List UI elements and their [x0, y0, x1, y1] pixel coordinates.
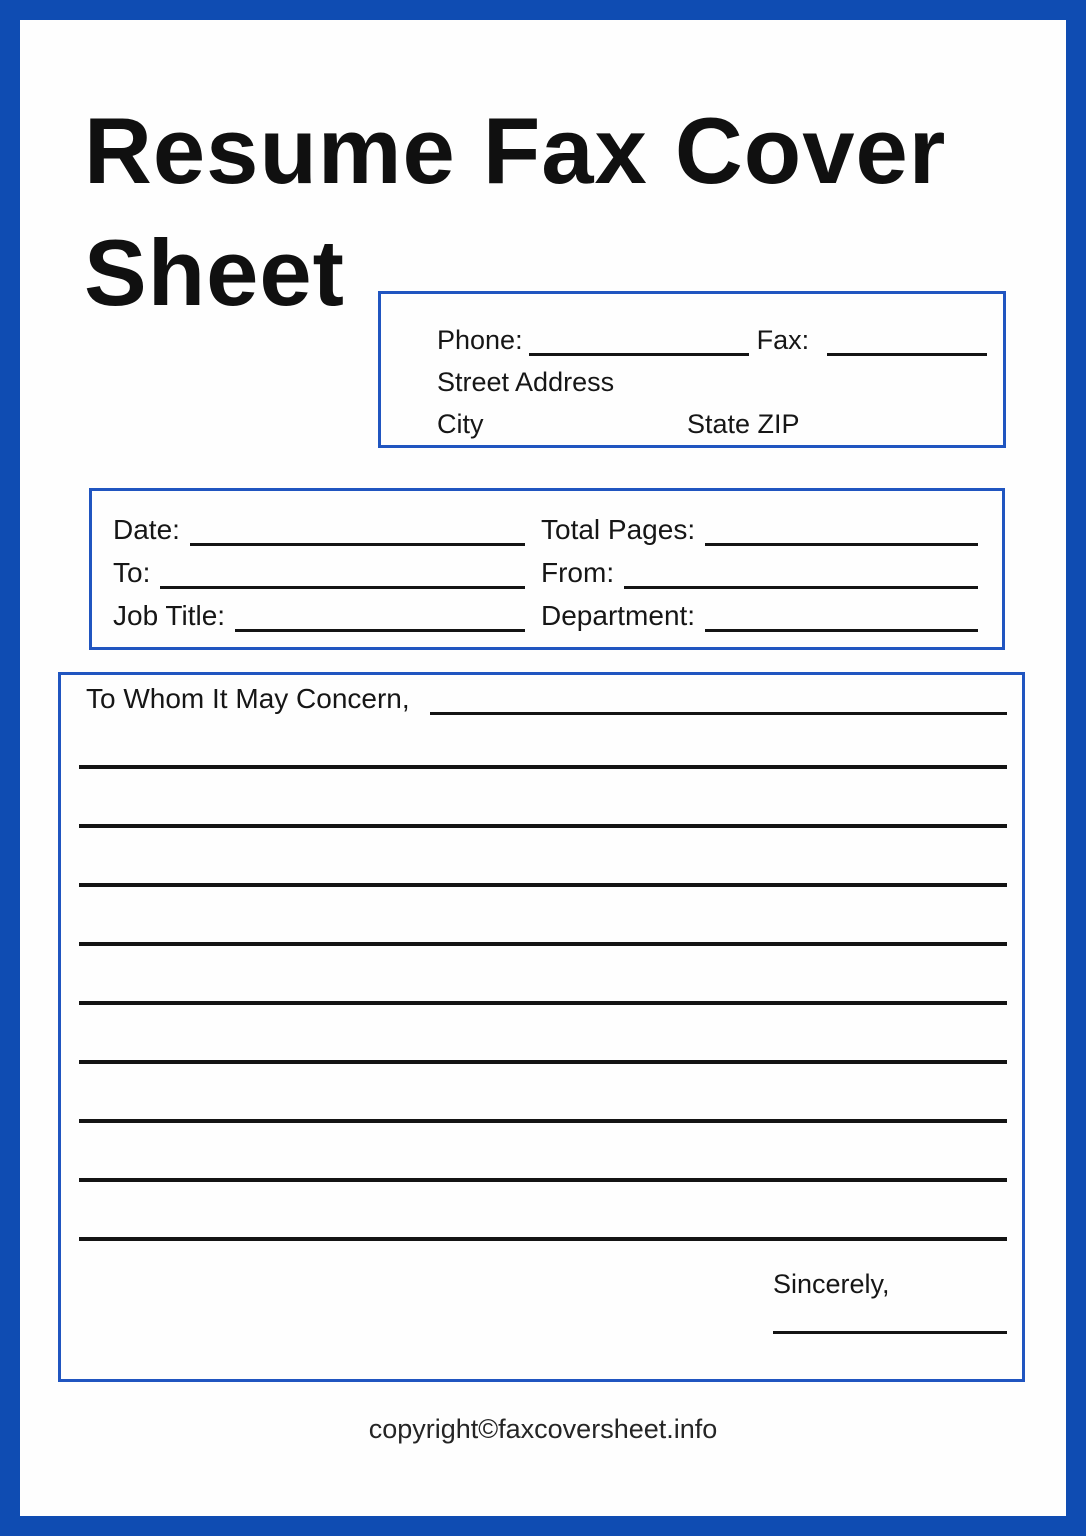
phone-label: Phone:	[437, 325, 523, 355]
to-label: To:	[113, 557, 151, 588]
from-label: From:	[541, 557, 615, 588]
date-label: Date:	[113, 514, 180, 545]
fax-details-box	[89, 488, 1005, 650]
message-ruled-line[interactable]	[79, 824, 1007, 828]
message-ruled-line[interactable]	[79, 1001, 1007, 1005]
page-title-line2: Sheet	[84, 220, 345, 326]
to-field-blank[interactable]	[160, 559, 525, 589]
salutation-field-blank[interactable]	[430, 712, 1007, 715]
message-box	[58, 672, 1025, 1382]
message-ruled-line[interactable]	[79, 883, 1007, 887]
signature-field-blank[interactable]	[773, 1331, 1007, 1334]
department-label: Department:	[541, 600, 696, 631]
city-label: City	[437, 409, 484, 439]
salutation-label: To Whom It May Concern,	[86, 683, 410, 714]
from-field-blank[interactable]	[624, 559, 978, 589]
state-zip-label: State ZIP	[687, 409, 800, 439]
job-title-field-blank[interactable]	[235, 602, 525, 632]
closing-label: Sincerely,	[773, 1269, 890, 1299]
total-pages-field-blank[interactable]	[705, 516, 978, 546]
fax-field-blank[interactable]	[827, 326, 987, 356]
department-field-blank[interactable]	[705, 602, 978, 632]
phone-field-blank[interactable]	[529, 326, 749, 356]
message-ruled-line[interactable]	[79, 1060, 1007, 1064]
message-ruled-line[interactable]	[79, 1119, 1007, 1123]
page-title-line1: Resume Fax Cover	[84, 98, 947, 203]
contact-info-box	[378, 291, 1006, 448]
date-field-blank[interactable]	[190, 516, 525, 546]
message-ruled-line[interactable]	[79, 765, 1007, 769]
copyright-footer: copyright©faxcoversheet.info	[368, 1414, 718, 1444]
fax-label: Fax:	[756, 325, 810, 355]
message-ruled-line[interactable]	[79, 1237, 1007, 1241]
message-ruled-line[interactable]	[79, 1178, 1007, 1182]
job-title-label: Job Title:	[113, 600, 226, 631]
street-address-label: Street Address	[437, 367, 615, 397]
total-pages-label: Total Pages:	[541, 514, 696, 545]
message-ruled-line[interactable]	[79, 942, 1007, 946]
